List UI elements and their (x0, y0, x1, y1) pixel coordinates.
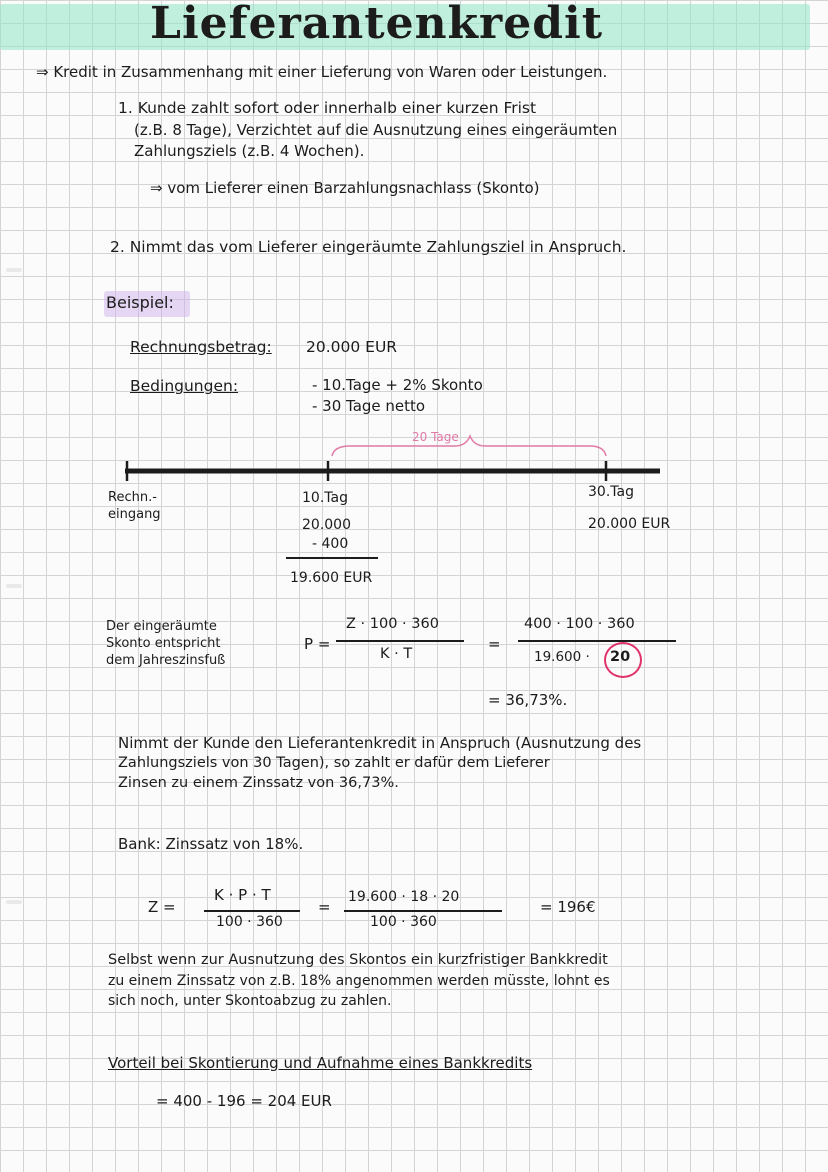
formula1-desc-2: Skonto entspricht (106, 636, 221, 651)
day10-label: 10.Tag (302, 490, 348, 506)
formula1-fraction-line-2 (518, 640, 676, 642)
formula1-desc-3: dem Jahreszinsfuß (106, 653, 226, 668)
advantage-heading: Vorteil bei Skontierung und Aufnahme eines Bankkredits (108, 1054, 533, 1072)
formula1-numerator-2: 400 · 100 · 360 (524, 616, 635, 632)
formula2-numerator: K · P · T (214, 886, 271, 904)
day10-amount: 20.000 (302, 517, 351, 533)
para1-line2: Zahlungsziels von 30 Tagen), so zahlt er dafür dem Lieferer (118, 755, 550, 771)
timeline-start-label: Rechn.- (108, 490, 157, 505)
formula1-equals: = (488, 635, 501, 653)
para1-line1: Nimmt der Kunde den Lieferantenkredit in Anspruch (Ausnutzung des (118, 734, 642, 752)
para1-line3: Zinsen zu einem Zinssatz von 36,73%. (118, 775, 399, 791)
formula2-fraction-line (204, 910, 300, 912)
point1-line3: Zahlungsziels (z.B. 4 Wochen). (134, 142, 365, 160)
intro-line: ⇒ Kredit in Zusammenhang mit einer Lieferung von Waren oder Leistungen. (36, 63, 608, 81)
formula2-equals: = (318, 898, 331, 916)
formula1-numerator: Z · 100 · 360 (346, 616, 439, 632)
para2-line2: zu einem Zinssatz von z.B. 18% angenommen werden müsste, lohnt es (108, 973, 610, 989)
bank-rate: Bank: Zinssatz von 18%. (118, 835, 304, 853)
amount-value: 20.000 EUR (306, 338, 398, 356)
para2-line1: Selbst wenn zur Ausnutzung des Skontos ein kurzfristiger Bankkredit (108, 952, 608, 968)
point2-line: 2. Nimmt das vom Lieferer eingeräumte Zahlungsziel in Anspruch. (110, 238, 627, 256)
timeline-start-label-2: eingang (108, 507, 161, 522)
day30-label: 30.Tag (588, 484, 634, 500)
day10-result: 19.600 EUR (290, 570, 373, 586)
day30-amount: 20.000 EUR (588, 516, 671, 532)
formula2-lhs: Z = (148, 898, 176, 916)
formula2-denominator-2: 100 · 360 (370, 914, 437, 930)
conditions-label: Bedingungen: (130, 377, 239, 395)
formula1-result: = 36,73%. (488, 691, 568, 709)
formula2-numerator-2: 19.600 · 18 · 20 (348, 889, 460, 905)
day10-discount: - 400 (312, 536, 349, 552)
day10-sum-line (286, 557, 378, 559)
span-label: 20 Tage (412, 430, 459, 444)
condition-2: - 30 Tage netto (312, 397, 426, 415)
advantage-calc: = 400 - 196 = 204 EUR (156, 1092, 332, 1110)
point1-line2: (z.B. 8 Tage), Verzichtet auf die Ausnutzung eines eingeräumten (134, 121, 618, 139)
point1-arrow: ⇒ vom Lieferer einen Barzahlungsnachlass (Skonto) (150, 179, 540, 197)
formula1-desc-1: Der eingeräumte (106, 619, 217, 634)
formula2-denominator: 100 · 360 (216, 914, 283, 930)
formula1-lhs: P = (304, 635, 331, 653)
para2-line3: sich noch, unter Skontoabzug zu zahlen. (108, 993, 392, 1009)
page-title: Lieferantenkredit (150, 0, 604, 49)
formula1-days: 20 (610, 649, 631, 665)
formula2-fraction-line-2 (344, 910, 502, 912)
formula1-denominator-2: 19.600 · (534, 649, 590, 665)
formula2-result: = 196€ (540, 898, 596, 916)
formula1-denominator: K · T (380, 646, 413, 662)
example-heading: Beispiel: (106, 293, 174, 312)
condition-1: - 10.Tage + 2% Skonto (312, 376, 483, 394)
point1-line1: 1. Kunde zahlt sofort oder innerhalb einer kurzen Frist (118, 99, 537, 117)
formula1-fraction-line (336, 640, 464, 642)
amount-label: Rechnungsbetrag: (130, 338, 272, 356)
